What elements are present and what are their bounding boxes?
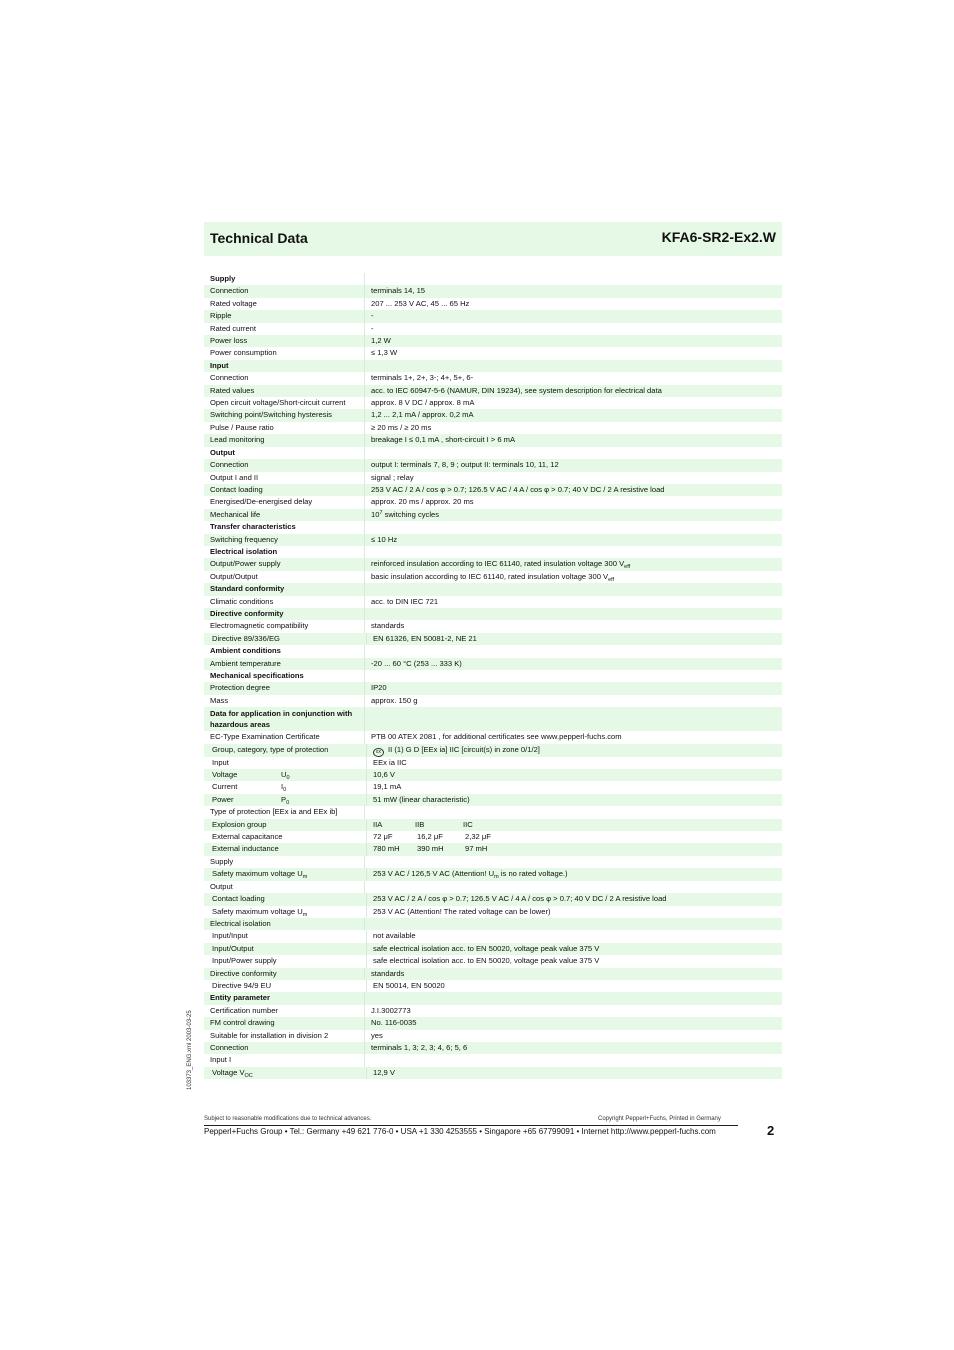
table-row: Output/Output basic insulation according to IEC 61140, rated insulation voltage 300 $V_{eff}$ bbox=[204, 571, 782, 583]
table-row: Climatic conditions acc. to DIN IEC 721 bbox=[204, 596, 782, 608]
table-row: Current $I_0$ 19,1 mA bbox=[204, 781, 782, 793]
table-row: Rated current - bbox=[204, 323, 782, 335]
table-row: Output/Power supply reinforced insulation according to IEC 61140, rated insulation voltage 300 $V_{eff}$ bbox=[204, 558, 782, 570]
table-row: Contact loading 253 V AC / 2 A / cos φ > 0.7; 126.5 V AC / 4 A / cos φ > 0.7; 40 V DC / 2 A resistive load bbox=[204, 893, 782, 905]
footer-copyright: Copyright Pepperl+Fuchs, Printed in Germany bbox=[598, 1116, 721, 1122]
table-row: Power $P_0$ 51 mW (linear characteristic) bbox=[204, 794, 782, 806]
table-row: Voltage $U_0$ 10,6 V bbox=[204, 769, 782, 781]
section-ambient: Ambient conditions bbox=[204, 645, 782, 657]
table-row: Open circuit voltage/Short-circuit current approx. 8 V DC / approx. 8 mA bbox=[204, 397, 782, 409]
table-row: Rated voltage 207 ... 253 V AC, 45 ... 65 Hz bbox=[204, 298, 782, 310]
table-row: Input/Output safe electrical isolation acc. to EN 50020, voltage peak value 375 V bbox=[204, 943, 782, 955]
section-supply: Supply bbox=[204, 273, 782, 285]
table-row: Voltage $V_{OC}$ 12,9 V bbox=[204, 1067, 782, 1079]
section-output: Output bbox=[204, 447, 782, 459]
table-row: Electrical isolation bbox=[204, 918, 782, 930]
table-row: Input EEx ia IIC bbox=[204, 757, 782, 769]
table-row: Directive conformity standards bbox=[204, 968, 782, 980]
table-row: External inductance 780 mH 390 mH 97 mH bbox=[204, 843, 782, 855]
table-row: Lead monitoring breakage I ≤ 0,1 mA , short-circuit I > 6 mA bbox=[204, 434, 782, 446]
footer-disclaimer: Subject to reasonable modifications due to technical advances. bbox=[204, 1116, 372, 1122]
table-row: Safety maximum voltage $U_m$ 253 V AC (Attention! The rated voltage can be lower) bbox=[204, 906, 782, 918]
page-number: 2 bbox=[767, 1123, 775, 1138]
table-row: Certification number J.I.3002773 bbox=[204, 1005, 782, 1017]
table-row: Output I and II signal ; relay bbox=[204, 472, 782, 484]
table-row: Electromagnetic compatibility standards bbox=[204, 620, 782, 632]
footer-contact: Pepperl+Fuchs Group • Tel.: Germany +49 621 776-0 • USA +1 330 4253555 • Singapore +65 67799091 • Internet http://www.pepperl-fuchs.com bbox=[204, 1127, 716, 1136]
table-row: FM control drawing No. 116-0035 bbox=[204, 1017, 782, 1029]
table-row: Input/Power supply safe electrical isolation acc. to EN 50020, voltage peak value 375 V bbox=[204, 955, 782, 967]
table-row: Power consumption ≤ 1,3 W bbox=[204, 347, 782, 359]
table-row: Directive 94/9 EU EN 50014, EN 50020 bbox=[204, 980, 782, 992]
table-row: EC-Type Examination Certificate PTB 00 ATEX 2081 , for additional certificates see www.pepperl-fuchs.com bbox=[204, 731, 782, 743]
table-row: Switching point/Switching hysteresis 1,2 ... 2,1 mA / approx. 0,2 mA bbox=[204, 409, 782, 421]
table-row: Group, category, type of protection εx II (1) G D [EEx ia] IIC [circuit(s) in zone 0/1/2] bbox=[204, 744, 782, 757]
technical-data-table bbox=[204, 273, 782, 1079]
ex-marking-icon: εx bbox=[373, 748, 384, 757]
model-number: KFA6-SR2-Ex2.W bbox=[661, 229, 776, 245]
table-row: Ambient temperature -20 ... 60 °C (253 ... 333 K) bbox=[204, 658, 782, 670]
table-row: Output bbox=[204, 881, 782, 893]
table-row: Switching frequency ≤ 10 Hz bbox=[204, 534, 782, 546]
table-row: Connection terminals 1+, 2+, 3-; 4+, 5+, 6- bbox=[204, 372, 782, 384]
table-row: Explosion group IIA IIB IIC bbox=[204, 819, 782, 831]
table-row: Mechanical life $10^7$ switching cycles bbox=[204, 509, 782, 521]
table-row: Ripple - bbox=[204, 310, 782, 322]
page-title: Technical Data bbox=[210, 230, 308, 246]
section-hazardous: Data for application in conjunction with hazardous areas bbox=[204, 707, 782, 731]
table-row: Connection terminals 1, 3; 2, 3; 4, 6; 5, 6 bbox=[204, 1042, 782, 1054]
table-row: Suitable for installation in division 2 yes bbox=[204, 1030, 782, 1042]
section-mechanical: Mechanical specifications bbox=[204, 670, 782, 682]
table-row: Safety maximum voltage $U_m$ 253 V AC / 126,5 V AC (Attention! $U_m$ is no rated voltage.) bbox=[204, 868, 782, 880]
table-row: Mass approx. 150 g bbox=[204, 695, 782, 707]
table-row: Type of protection [EEx ia and EEx ib] bbox=[204, 806, 782, 818]
table-row: Pulse / Pause ratio ≥ 20 ms / ≥ 20 ms bbox=[204, 422, 782, 434]
section-standard-conformity: Standard conformity bbox=[204, 583, 782, 595]
table-row: Rated values acc. to IEC 60947-5-6 (NAMUR, DIN 19234), see system description for electrical data bbox=[204, 385, 782, 397]
table-row: External capacitance 72 μF 16,2 μF 2,32 μF bbox=[204, 831, 782, 843]
section-transfer: Transfer characteristics bbox=[204, 521, 782, 533]
section-input: Input bbox=[204, 360, 782, 372]
table-row: Directive 89/336/EG EN 61326, EN 50081-2, NE 21 bbox=[204, 633, 782, 645]
section-electrical-isolation: Electrical isolation bbox=[204, 546, 782, 558]
table-row: Input I bbox=[204, 1054, 782, 1066]
table-row: Connection terminals 14, 15 bbox=[204, 285, 782, 297]
table-row: Input/Input not available bbox=[204, 930, 782, 942]
table-row: Supply bbox=[204, 856, 782, 868]
section-directive-conformity: Directive conformity bbox=[204, 608, 782, 620]
document-id-label: 103373_ENG.xml 2003-03-25 bbox=[187, 1010, 193, 1090]
table-row: Power loss 1,2 W bbox=[204, 335, 782, 347]
table-row: Energised/De-energised delay approx. 20 ms / approx. 20 ms bbox=[204, 496, 782, 508]
footer-divider bbox=[204, 1125, 738, 1126]
table-row: Connection output I: terminals 7, 8, 9 ; output II: terminals 10, 11, 12 bbox=[204, 459, 782, 471]
table-row: Protection degree IP20 bbox=[204, 682, 782, 694]
table-row: Contact loading 253 V AC / 2 A / cos φ > 0.7; 126.5 V AC / 4 A / cos φ > 0.7; 40 V DC / 2 A resistive load bbox=[204, 484, 782, 496]
header-band bbox=[204, 222, 782, 256]
section-entity: Entity parameter bbox=[204, 992, 782, 1004]
